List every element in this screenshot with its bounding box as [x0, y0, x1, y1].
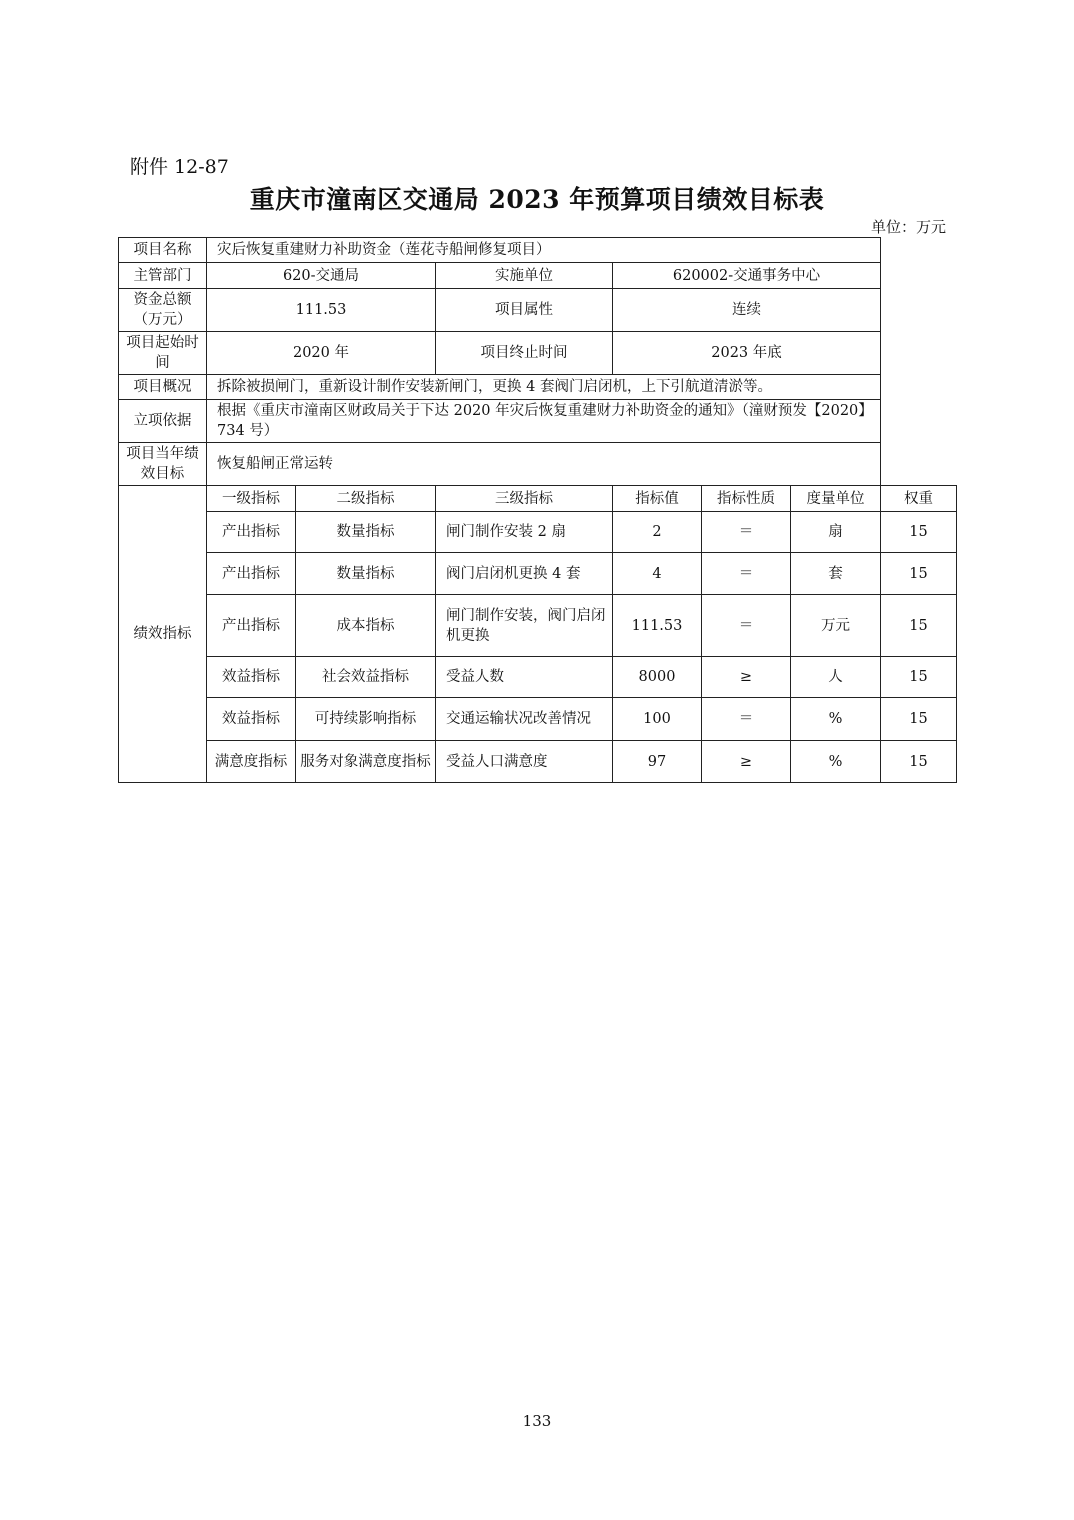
value-cell: 111.53	[613, 595, 702, 657]
row-basis	[119, 400, 957, 443]
unit-cell: 套	[791, 553, 881, 595]
level1-cell: 满意度指标	[207, 741, 296, 783]
value-cell: 100	[613, 698, 702, 741]
unit-cell: %	[791, 741, 881, 783]
indicator-row	[119, 512, 957, 553]
level2-cell: 服务对象满意度指标	[296, 741, 436, 783]
level3-cell: 受益人口满意度	[436, 741, 613, 783]
overview-value: 拆除被损闸门，重新设计制作安装新闸门，更换 4 套阀门启闭机，上下引航道清淤等。	[207, 375, 881, 400]
weight-cell: 15	[881, 698, 957, 741]
unit-cell: 万元	[791, 595, 881, 657]
unit-label: 单位：万元	[870, 218, 946, 236]
level3-cell: 阀门启闭机更换 4 套	[436, 553, 613, 595]
indicator-header-row	[119, 486, 957, 512]
level1-cell: 产出指标	[207, 595, 296, 657]
indicator-row	[119, 741, 957, 783]
dept-value: 620-交通局	[207, 263, 436, 289]
goal-label: 项目当年绩效目标	[119, 443, 207, 486]
weight-cell: 15	[881, 657, 957, 698]
level2-cell: 数量指标	[296, 553, 436, 595]
unit-cell: 人	[791, 657, 881, 698]
row-project-name	[119, 238, 957, 263]
value-cell: 4	[613, 553, 702, 595]
overview-label: 项目概况	[119, 375, 207, 400]
unit-cell: 扇	[791, 512, 881, 553]
start-value: 2020 年	[207, 332, 436, 375]
header-unit: 度量单位	[791, 486, 881, 512]
dept-label: 主管部门	[119, 263, 207, 289]
level1-cell: 效益指标	[207, 698, 296, 741]
impl-value: 620002-交通事务中心	[613, 263, 881, 289]
indicator-row	[119, 657, 957, 698]
value-cell: 8000	[613, 657, 702, 698]
indicator-row	[119, 595, 957, 657]
row-dept	[119, 263, 957, 289]
weight-cell: 15	[881, 741, 957, 783]
nature-cell: ≥	[702, 657, 791, 698]
basis-value: 根据《重庆市潼南区财政局关于下达 2020 年灾后恢复重建财力补助资金的通知》（潼财预发【2020】734 号）	[207, 400, 881, 443]
row-funds	[119, 289, 957, 332]
level2-cell: 数量指标	[296, 512, 436, 553]
level1-cell: 产出指标	[207, 553, 296, 595]
nature-cell: ＝	[702, 595, 791, 657]
level3-cell: 交通运输状况改善情况	[436, 698, 613, 741]
weight-cell: 15	[881, 595, 957, 657]
weight-cell: 15	[881, 512, 957, 553]
start-label: 项目起始时间	[119, 332, 207, 375]
level3-cell: 闸门制作安装，阀门启闭机更换	[436, 595, 613, 657]
nature-cell: ≥	[702, 741, 791, 783]
project-name-value: 灾后恢复重建财力补助资金（莲花寺船闸修复项目）	[207, 238, 881, 263]
attr-value: 连续	[613, 289, 881, 332]
header-level1: 一级指标	[207, 486, 296, 512]
nature-cell: ＝	[702, 512, 791, 553]
header-level2: 二级指标	[296, 486, 436, 512]
indicators-section-label: 绩效指标	[119, 486, 207, 783]
value-cell: 2	[613, 512, 702, 553]
header-nature: 指标性质	[702, 486, 791, 512]
level2-cell: 成本指标	[296, 595, 436, 657]
header-value: 指标值	[613, 486, 702, 512]
level2-cell: 社会效益指标	[296, 657, 436, 698]
funds-value: 111.53	[207, 289, 436, 332]
goal-value: 恢复船闸正常运转	[207, 443, 881, 486]
unit-cell: %	[791, 698, 881, 741]
level1-cell: 产出指标	[207, 512, 296, 553]
indicator-row	[119, 553, 957, 595]
end-value: 2023 年底	[613, 332, 881, 375]
performance-table	[118, 237, 957, 783]
header-level3: 三级指标	[436, 486, 613, 512]
row-overview	[119, 375, 957, 400]
weight-cell: 15	[881, 553, 957, 595]
level3-cell: 闸门制作安装 2 扇	[436, 512, 613, 553]
project-name-label: 项目名称	[119, 238, 207, 263]
document-title: 重庆市潼南区交通局 2023 年预算项目绩效目标表	[249, 185, 825, 214]
basis-label: 立项依据	[119, 400, 207, 443]
level3-cell: 受益人数	[436, 657, 613, 698]
end-label: 项目终止时间	[436, 332, 613, 375]
row-goal	[119, 443, 957, 486]
attachment-number: 附件 12-87	[130, 156, 229, 178]
page-number: 133	[522, 1412, 552, 1430]
value-cell: 97	[613, 741, 702, 783]
header-weight: 权重	[881, 486, 957, 512]
level1-cell: 效益指标	[207, 657, 296, 698]
attr-label: 项目属性	[436, 289, 613, 332]
nature-cell: ＝	[702, 553, 791, 595]
level2-cell: 可持续影响指标	[296, 698, 436, 741]
row-period	[119, 332, 957, 375]
nature-cell: ＝	[702, 698, 791, 741]
funds-label: 资金总额（万元）	[119, 289, 207, 332]
impl-label: 实施单位	[436, 263, 613, 289]
indicator-row	[119, 698, 957, 741]
